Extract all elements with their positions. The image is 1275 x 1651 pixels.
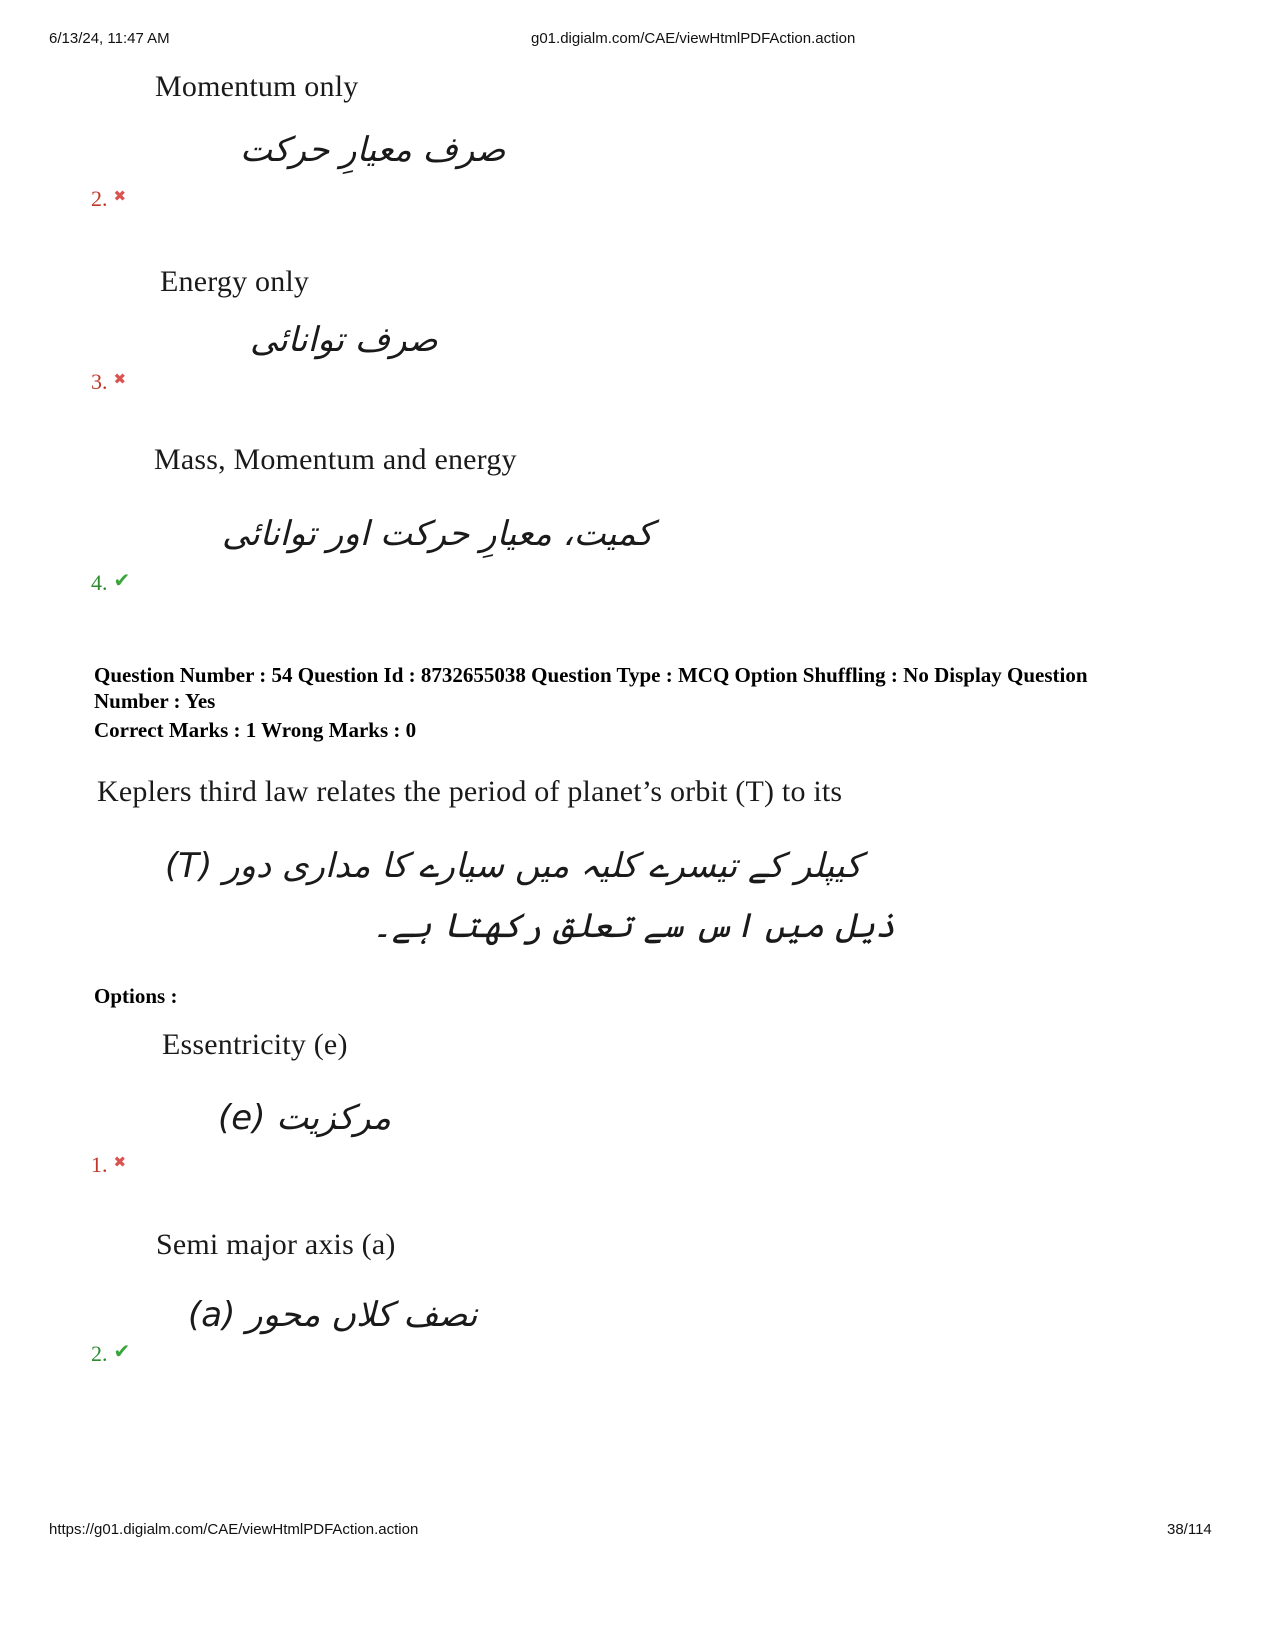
option-english-text: Mass, Momentum and energy xyxy=(154,443,517,476)
print-page-number: 38/114 xyxy=(1167,1521,1212,1538)
option-number-label: 3. xyxy=(91,369,108,394)
question-english-text: Keplers third law relates the period of planet’s orbit (T) to its xyxy=(97,775,843,808)
option-urdu-text: کمیت، معیارِ حرکت اور توانائی xyxy=(222,514,654,554)
option-number xyxy=(91,186,126,212)
option-number xyxy=(91,1152,126,1178)
option-urdu-text: صرف معیارِ حرکت xyxy=(240,130,506,170)
question-meta-line1: Question Number : 54 Question Id : 8732655038 Question Type : MCQ Option Shuffling : No Display Question xyxy=(94,663,1088,687)
question-meta xyxy=(94,662,1224,714)
question-urdu-line1: کیپلر کے تیسرے کلیہ میں سیارے کا مداری دور (T) xyxy=(165,846,862,886)
cross-mark-icon: ✖ xyxy=(113,370,127,388)
options-label: Options : xyxy=(94,984,178,1008)
question-meta-line2: Number : Yes xyxy=(94,689,216,713)
option-english-text: Essentricity (e) xyxy=(162,1028,348,1061)
option-english-text: Semi major axis (a) xyxy=(156,1228,396,1261)
cross-mark-icon: ✖ xyxy=(113,1153,127,1171)
print-url: g01.digialm.com/CAE/viewHtmlPDFAction.action xyxy=(531,30,856,47)
cross-mark-icon: ✖ xyxy=(113,187,127,205)
option-urdu-text: مرکزیت (e) xyxy=(218,1098,392,1138)
option-number-label: 2. xyxy=(91,1341,108,1366)
option-urdu-text: صرف توانائی xyxy=(250,320,438,360)
option-number xyxy=(91,568,130,596)
option-number-label: 1. xyxy=(91,1152,108,1177)
question-marks: Correct Marks : 1 Wrong Marks : 0 xyxy=(94,718,417,742)
print-footer-url: https://g01.digialm.com/CAE/viewHtmlPDFAction.action xyxy=(49,1521,419,1538)
check-mark-icon: ✔ xyxy=(113,568,131,592)
option-english-text: Energy only xyxy=(160,265,310,298)
question-urdu-line2: ذیل میں اس سے تعلق رکھتا ہے۔ xyxy=(372,906,896,946)
print-datetime: 6/13/24, 11:47 AM xyxy=(49,30,170,47)
option-number xyxy=(91,1339,130,1367)
option-english-text: Momentum only xyxy=(155,70,359,103)
option-number xyxy=(91,369,126,395)
option-urdu-text: نصف کلاں محور (a) xyxy=(188,1295,478,1335)
option-number-label: 2. xyxy=(91,186,108,211)
check-mark-icon: ✔ xyxy=(113,1339,131,1363)
option-number-label: 4. xyxy=(91,570,108,595)
